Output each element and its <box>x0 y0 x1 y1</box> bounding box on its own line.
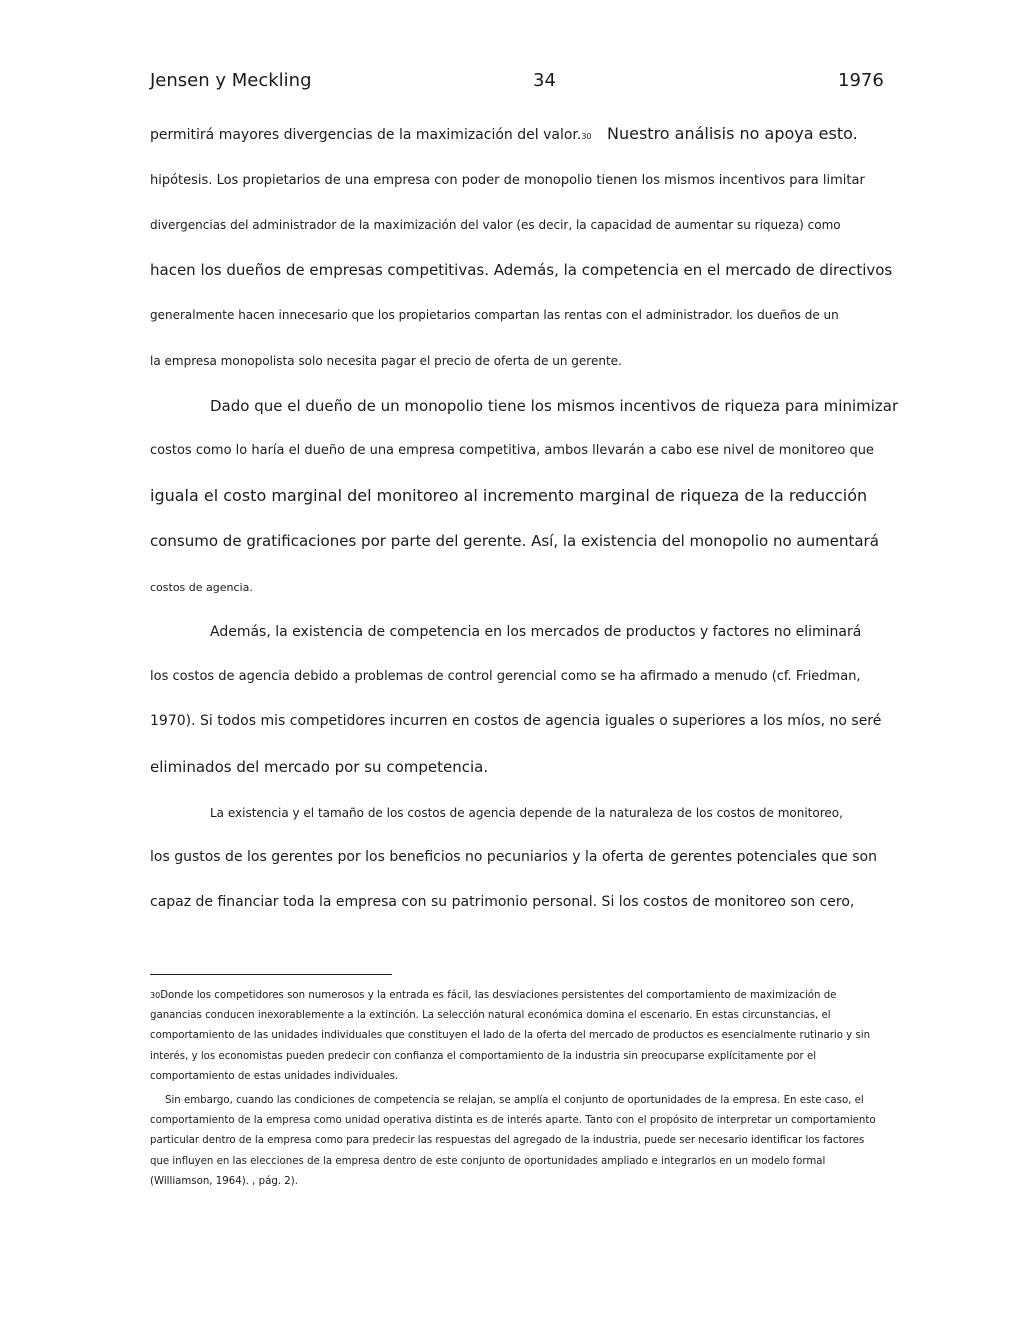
footnote-number: 30 <box>150 991 161 1000</box>
footnote-paragraph-1 <box>150 986 882 1087</box>
body-line-8: costos como lo haría el dueño de una empresa competitiva, ambos llevarán a cabo ese nivel de monitoreo que <box>150 443 874 458</box>
footnote-ref-30: 30 <box>581 132 592 141</box>
footnote-paragraph-1-text: Donde los competidores son numerosos y la entrada es fácil, las desviaciones persistentes del comportamiento de maximización de ganancias conducen inexorablemente a la extinción. La selección natural económica domina el escenario. En estas circunstancias, el comportamiento de las unidades individuales que constituyen el lado de la oferta del mercado de productos es esencialmente rutinario y sin interés, y los economistas pueden predecir con confianza el comportamiento de la industria sin preocuparse explícitamente por el comportamiento de estas unidades individuales. <box>150 990 871 1082</box>
body-line-6: la empresa monopolista solo necesita pagar el precio de oferta de un gerente. <box>150 354 622 368</box>
body-line-15: eliminados del mercado por su competencia. <box>150 758 489 776</box>
footnote-30 <box>150 986 882 1192</box>
body-line-1 <box>150 127 592 143</box>
footnote-paragraph-2: Sin embargo, cuando las condiciones de competencia se relajan, se amplía el conjunto de oportunidades de la empresa. En este caso, el comportamiento de la empresa como unidad operativa distinta es de interés aparte. Tanto con el propósito de interpretar un comportamiento particular dentro de la empresa como para predecir las respuestas del agregado de la industria, puede ser necesario identificar los factores que influyen en las elecciones de la empresa dentro de este conjunto de oportunidades ampliado e integrarlos en un modelo formal (Williamson, 1964). , pág. 2). <box>150 1095 876 1187</box>
body-line-5: generalmente hacen innecesario que los propietarios compartan las rentas con el administrador. los dueños de un <box>150 308 839 322</box>
body-line-17: los gustos de los gerentes por los beneficios no pecuniarios y la oferta de gerentes potenciales que son <box>150 849 877 865</box>
body-line-16: La existencia y el tamaño de los costos de agencia depende de la naturaleza de los costos de monitoreo, <box>210 806 843 820</box>
body-line-2: hipótesis. Los propietarios de una empresa con poder de monopolio tienen los mismos incentivos para limitar <box>150 173 865 188</box>
body-line-18: capaz de financiar toda la empresa con su patrimonio personal. Si los costos de monitoreo son cero, <box>150 894 855 910</box>
body-line-4: hacen los dueños de empresas competitivas. Además, la competencia en el mercado de directivos <box>150 261 893 279</box>
body-line-7: Dado que el dueño de un monopolio tiene los mismos incentivos de riqueza para minimizar <box>210 397 899 415</box>
body-line-1-large: Nuestro análisis no apoya esto. <box>607 124 858 143</box>
page-number: 34 <box>533 70 556 91</box>
body-line-10: consumo de gratificaciones por parte del gerente. Así, la existencia del monopolio no aumentará <box>150 532 879 550</box>
body-line-1-text: permitirá mayores divergencias de la maximización del valor. <box>150 127 582 143</box>
body-line-13: los costos de agencia debido a problemas de control gerencial como se ha afirmado a menudo (cf. Friedman, <box>150 669 861 684</box>
footnote-separator <box>150 974 392 975</box>
body-line-9: iguala el costo marginal del monitoreo al incremento marginal de riqueza de la reducción <box>150 486 868 505</box>
running-header-authors: Jensen y Meckling <box>150 70 312 91</box>
body-line-3: divergencias del administrador de la maximización del valor (es decir, la capacidad de aumentar su riqueza) como <box>150 218 841 232</box>
body-line-14: 1970). Si todos mis competidores incurren en costos de agencia iguales o superiores a los míos, no seré <box>150 713 882 729</box>
body-line-12: Además, la existencia de competencia en los mercados de productos y factores no eliminará <box>210 624 862 640</box>
body-line-11: costos de agencia. <box>150 581 253 594</box>
running-header-year: 1976 <box>838 70 884 91</box>
